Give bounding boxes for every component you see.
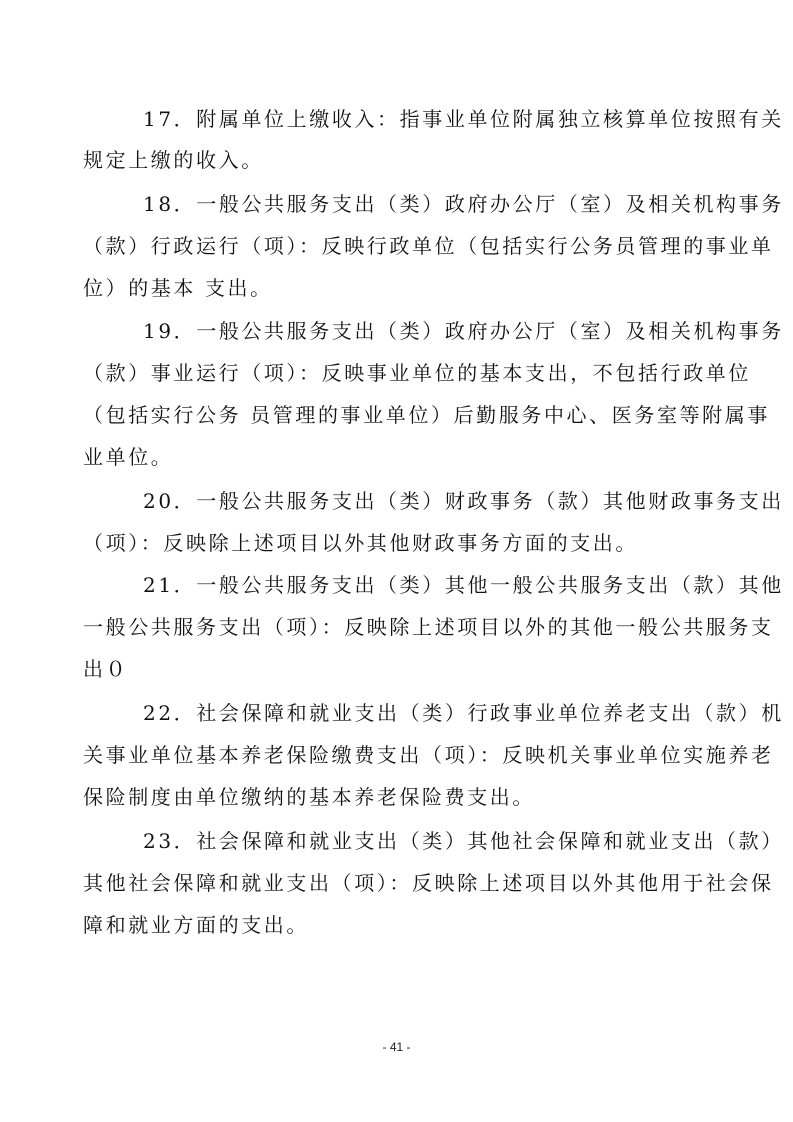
paragraph-21-line-1: 21．一般公共服务支出（类）其他一般公共服务支出（款）其他 — [143, 573, 784, 597]
paragraph-18-line-3: 位）的基本 支出。 — [83, 276, 273, 300]
paragraph-19-line-3: （包括实行公务 员管理的事业单位）后勤服务中心、医务室等附属事 — [83, 403, 770, 427]
paragraph-23-line-3: 障和就业方面的支出。 — [83, 913, 309, 937]
page-number: - 41 - — [382, 1040, 411, 1054]
paragraph-19-line-1: 19．一般公共服务支出（类）政府办公厅（室）及相关机构事务 — [143, 319, 784, 343]
paragraph-23-line-1: 23．社会保障和就业支出（类）其他社会保障和就业支出（款） — [143, 829, 784, 853]
paragraph-21-line-2: 一般公共服务支出（项）：反映除上述项目以外的其他一般公共服务支 — [83, 615, 774, 639]
paragraph-22-line-3: 保险制度由单位缴纳的基本养老保险费支出。 — [83, 785, 535, 809]
paragraph-22-line-2: 关事业单位基本养老保险缴费支出（项）：反映机关事业单位实施养老 — [83, 743, 774, 767]
paragraph-23-line-2: 其他社会保障和就业支出（项）：反映除上述项目以外其他用于社会保 — [83, 871, 774, 895]
paragraph-20-line-2: （项）：反映除上述项目以外其他财政事务方面的支出。 — [83, 531, 638, 555]
paragraph-21-line-3: 出０ — [83, 657, 129, 681]
paragraph-18-line-1: 18．一般公共服务支出（类）政府办公厅（室）及相关机构事务 — [143, 192, 784, 216]
paragraph-17-line-1: 17．附属单位上缴收入：指事业单位附属独立核算单位按照有关 — [143, 107, 784, 131]
paragraph-19-line-2: （款）事业运行（项）：反映事业单位的基本支出，不包括行政单位 — [83, 361, 751, 385]
paragraph-17-line-2: 规定上缴的收入。 — [83, 148, 264, 172]
paragraph-20-line-1: 20．一般公共服务支出（类）财政事务（款）其他财政事务支出 — [143, 489, 784, 513]
paragraph-22-line-1: 22．社会保障和就业支出（类）行政事业单位养老支出（款）机 — [143, 701, 784, 725]
paragraph-18-line-2: （款）行政运行（项）：反映行政单位（包括实行公务员管理的事业单 — [83, 234, 774, 258]
paragraph-19-line-4: 业单位。 — [83, 445, 174, 469]
